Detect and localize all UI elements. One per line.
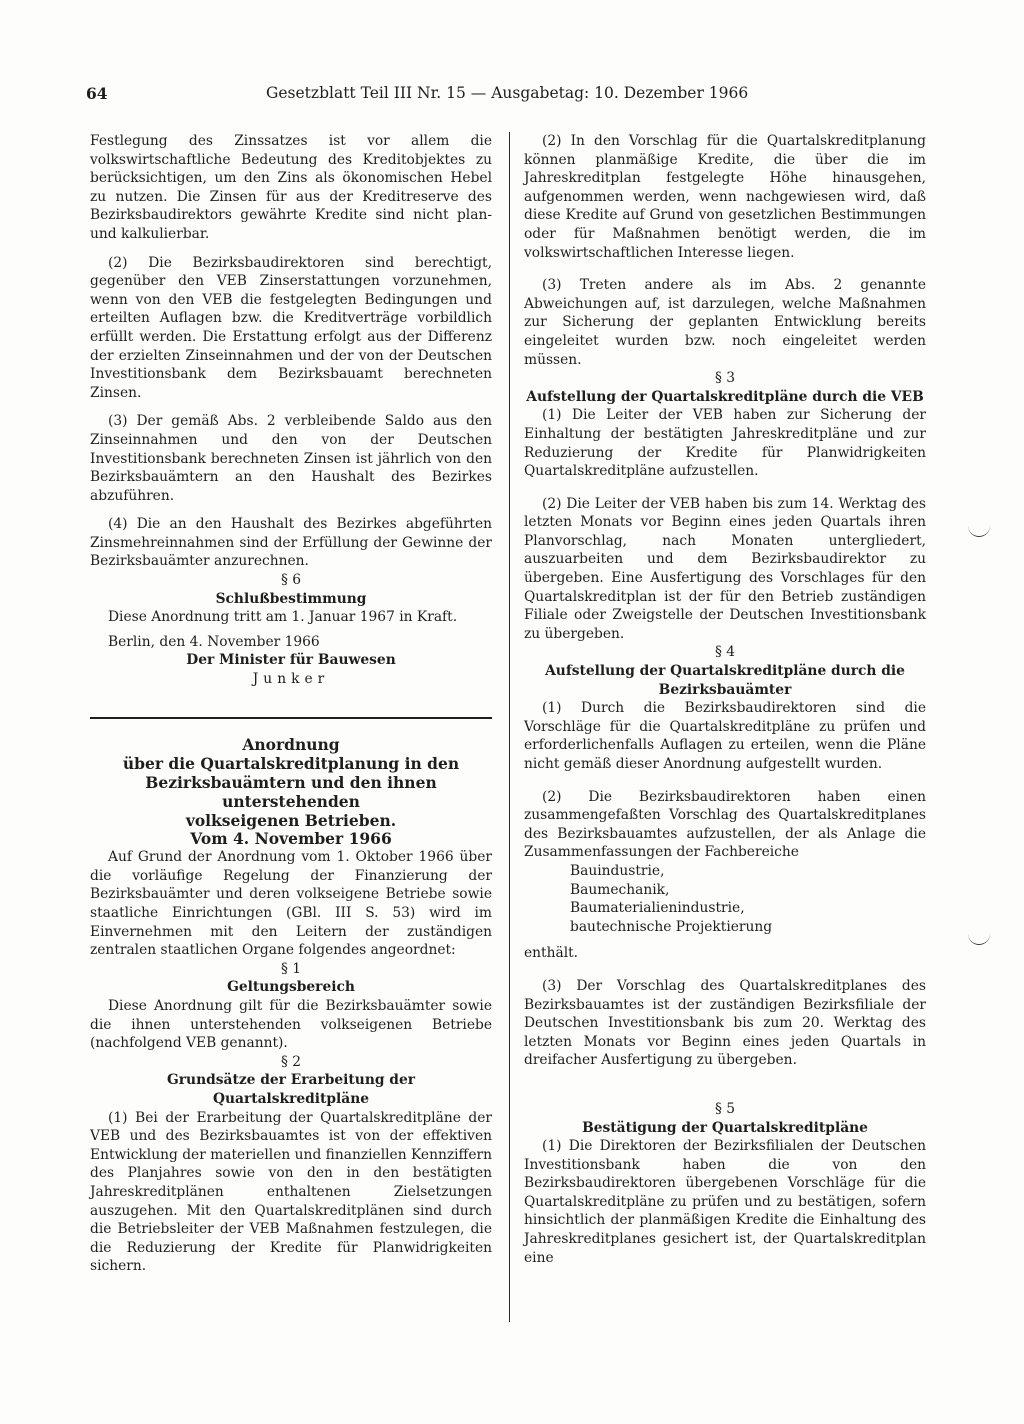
section-3-paragraph-2: (2) Die Leiter der VEB haben bis zum 14. Werktag des letzten Monats vor Beginn eines jeden Quartals ihren Planvorschlag, nach Monaten untergliedert, auszuarbeiten und dem Bezirksbaudirektor zu übergeben. Eine Ausfertigung des Vorschlages für den Quartalskreditplan ist der für den Betrieb zuständigen Filiale oder Zweigstelle der Deutschen Investitionsbank zu übergeben. — [524, 495, 926, 642]
paragraph-3: (3) Der gemäß Abs. 2 verbleibende Saldo aus den Zinseinnahmen und den von der Deutschen Investitionsbank berechneten Zinsen ist jährlich von den Bezirksbauämtern an den Haushalt des Bezirkes abzuführen. — [90, 413, 492, 504]
section-4-paragraph-2: (2) Die Bezirksbaudirektoren haben einen zusammengefaßten Vorschlag des Quartalskreditplanes des Bezirksbauamtes aufzustellen, der als Anlage die Zusammenfassungen der Fachbereiche — [524, 788, 926, 861]
section-3-paragraph-1: (1) Die Leiter der VEB haben zur Sicherung der Einhaltung der bestätigten Jahreskreditpläne und zur Reduzierung der Kredite für Planwidrigkeiten Quartalskreditpläne aufzustellen. — [524, 407, 926, 480]
list-item: bautechnische Projektierung — [570, 918, 773, 935]
section-4-heading-line-1: Aufstellung der Quartalskreditpläne durch die — [545, 663, 905, 680]
section-5-paragraph-1: (1) Die Direktoren der Bezirksfilialen der Deutschen Investitionsbank haben die von den Bezirksbaudirektoren übergebenen Vorschläge für die Quartalskreditpläne zu prüfen und zu bestätigen, sofern hinsichtlich der planmäßigen Kredite die Einhaltung des Jahreskreditplanes gesichert ist, der Quartalskreditplan eine — [524, 1138, 926, 1266]
section-3-number: § 3 — [714, 370, 736, 387]
section-6-number: § 6 — [280, 572, 302, 589]
separator-rule — [90, 717, 492, 719]
ordinance-title-line-3: Bezirksbauämtern und den ihnen unterstehenden — [145, 772, 437, 811]
list-item: Baumaterialienindustrie, — [570, 900, 745, 917]
section-2-paragraph-1: (1) Bei der Erarbeitung der Quartalskreditpläne der VEB und des Bezirksbauamtes ist von der effektiven Entwicklung der materiellen und finanziellen Kennziffern des Planjahres sowie von den in den bestätigten Jahreskreditplänen enthaltenen Zielsetzungen auszugehen. Mit den Quartalskreditplänen sind durch die Betriebsleiter der VEB Maßnahmen festzulegen, die die Reduzierung der Kredite für Planwidrigkeiten sichern. — [90, 1109, 492, 1275]
section-6-text: Diese Anordnung tritt am 1. Januar 1967 in Kraft. — [108, 609, 458, 626]
section-1-text: Diese Anordnung gilt für die Bezirksbauämter sowie die ihnen unterstehenden volkseigenen Betriebe (nachfolgend VEB genannt). — [90, 997, 492, 1052]
place-date: Berlin, den 4. November 1966 — [108, 633, 320, 650]
section-2-heading-line-2: Quartalskreditpläne — [212, 1090, 370, 1107]
preamble: Auf Grund der Anordnung vom 1. Oktober 1966 über die vorläufige Regelung der Finanzierung der Bezirksbauämter und deren volkseigene Betriebe sowie staatliche Einrichtungen (GBl. III S. 53) wird im Einvernehmen mit den Leitern der zuständigen zentralen staatlichen Organe folgendes angeordnet: — [90, 849, 492, 959]
ordinance-date: Vom 4. November 1966 — [190, 828, 392, 848]
section-2-paragraph-3: (3) Treten andere als im Abs. 2 genannte Abweichungen auf, ist darzulegen, welche Maßnahmen zur Sicherung der geplanten Entwicklung bereits eingeleitet wurden bzw. noch eingeleitet werden müssen. — [524, 277, 926, 368]
left-column — [90, 132, 492, 1276]
section-6-heading: Schlußbestimmung — [215, 590, 367, 607]
section-2-number: § 2 — [280, 1053, 302, 1070]
paragraph-continued: Festlegung des Zinssatzes ist vor allem die volkswirtschaftliche Bedeutung des Kreditobjektes zu berücksichtigen, um den Zins als ökonomischen Hebel zu nutzen. Die Zinsen für aus der Kreditreserve des Bezirksbaudirektors gewährte Kredite sind nicht plan- und kalkulierbar. — [90, 133, 492, 242]
page-header — [86, 84, 754, 108]
section-5-heading: Bestätigung der Quartalskreditpläne — [582, 1119, 868, 1136]
section-3-heading: Aufstellung der Quartalskreditpläne durch die VEB — [526, 388, 924, 405]
section-1-number: § 1 — [280, 960, 302, 977]
margin-scan-mark — [968, 934, 990, 945]
section-4-heading-line-2: Bezirksbauämter — [658, 681, 792, 698]
paragraph-2: (2) Die Bezirksbaudirektoren sind berechtigt, gegenüber den VEB Zinserstattungen vorzunehmen, wenn von den VEB die festgelegten Bedingungen und erteilten Auflagen bzw. die Kreditverträge vorbildlich erfüllt werden. Die Erstattung erfolgt aus der Differenz der erzielten Zinseinnahmen und der von der Deutschen Investitionsbank dem Bezirksbauamt berechneten Zinsen. — [90, 254, 492, 401]
list-item: Baumechanik, — [570, 881, 670, 898]
right-column — [524, 132, 926, 1267]
ordinance-title-line-1: Anordnung — [242, 734, 340, 754]
section-2-paragraph-2: (2) In den Vorschlag für die Quartalskreditplanung können planmäßige Kredite, die über die im Jahreskreditplan festgelegte Höhe hinausgehen, aufgenommen werden, wenn nachgewiesen wird, daß diese Kredite auf Grund von gesetzlichen Bestimmungen oder für Maßnahmen benötigt werden, die im volkswirtschaftlichen Interesse liegen. — [524, 133, 926, 261]
section-4-paragraph-3: (3) Der Vorschlag des Quartalskreditplanes des Bezirksbauamtes ist der zuständigen Bezirksfiliale der Deutschen Investitionsbank bis zum 20. Werktag des letzten Monats vor Beginn eines jeden Quartals in dreifacher Ausfertigung zu übergeben. — [524, 977, 926, 1069]
section-1-heading: Geltungsbereich — [227, 979, 355, 996]
column-divider — [509, 132, 510, 1322]
section-4-paragraph-2-end: enthält. — [524, 945, 579, 962]
section-4-number: § 4 — [714, 644, 736, 661]
paragraph-4: (4) Die an den Haushalt des Bezirkes abgeführten Zinsmehreinnahmen sind der Erfüllung der Gewinne der Bezirksbauämter anzurechnen. — [90, 516, 492, 570]
page-number: 64 — [86, 84, 108, 103]
section-5-number: § 5 — [714, 1100, 736, 1117]
ordinance-title-line-2: über die Quartalskreditplanung in den — [122, 753, 460, 773]
list-item: Bauindustrie, — [570, 862, 665, 879]
margin-scan-mark — [968, 526, 990, 537]
ordinance-title-line-4: volkseigenen Betrieben. — [185, 810, 397, 830]
signer-title: Der Minister für Bauwesen — [186, 652, 396, 669]
signer-name: Junker — [252, 671, 330, 688]
section-4-paragraph-1: (1) Durch die Bezirksbaudirektoren sind die Vorschläge für die Quartalskreditpläne zu prüfen und erforderlichenfalls Auflagen zu erteilen, wenn die Pläne nicht gemäß dieser Anordnung aufgestellt wurden. — [524, 700, 926, 772]
gazette-header-title: Gesetzblatt Teil III Nr. 15 — Ausgabetag: 10. Dezember 1966 — [266, 84, 749, 102]
section-2-heading-line-1: Grundsätze der Erarbeitung der — [167, 1072, 415, 1089]
